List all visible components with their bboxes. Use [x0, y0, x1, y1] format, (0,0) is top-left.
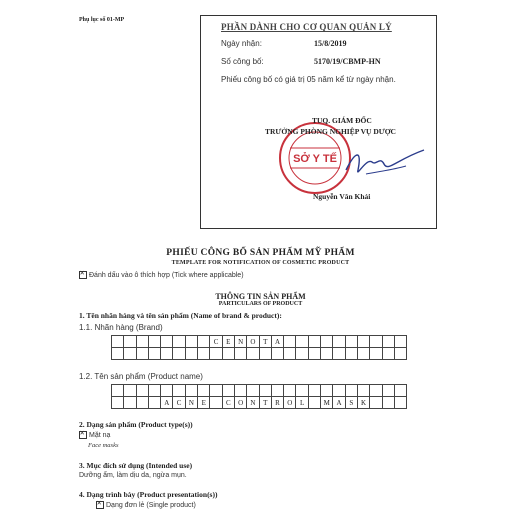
- question-3: 3. Mục đích sử dụng (Intended use): [79, 461, 193, 470]
- grid-cell: A: [161, 397, 173, 409]
- grid-cell: [345, 336, 357, 348]
- grid-cell: [112, 336, 124, 348]
- grid-cell: [124, 348, 136, 360]
- grid-cell: [382, 336, 394, 348]
- grid-cell: [136, 397, 148, 409]
- grid-cell: [210, 348, 222, 360]
- received-date-label: Ngày nhận:: [221, 39, 262, 48]
- received-date-value: 15/8/2019: [314, 39, 347, 48]
- grid-cell: [370, 397, 382, 409]
- product-grid: [111, 384, 407, 409]
- grid-cell: [321, 336, 333, 348]
- grid-cell: [185, 385, 197, 397]
- grid-cell: [198, 385, 210, 397]
- grid-cell: [370, 348, 382, 360]
- grid-cell: [370, 385, 382, 397]
- grid-cell: [284, 348, 296, 360]
- grid-cell: [296, 348, 308, 360]
- grid-cell: [234, 348, 246, 360]
- grid-cell: N: [247, 397, 259, 409]
- appendix-label: Phụ lục số 01-MP: [79, 17, 125, 23]
- grid-cell: [148, 336, 160, 348]
- grid-cell: [333, 348, 345, 360]
- grid-cell: [357, 336, 369, 348]
- grid-cell: [333, 385, 345, 397]
- grid-cell: [284, 385, 296, 397]
- grid-cell: [247, 385, 259, 397]
- question-4-option: [96, 501, 196, 509]
- question-2-option: [79, 431, 110, 439]
- section-title: THÔNG TIN SẢN PHẨM: [215, 292, 306, 301]
- grid-cell: A: [271, 336, 283, 348]
- grid-cell: L: [296, 397, 308, 409]
- grid-cell: [394, 385, 406, 397]
- brand-grid-row: [112, 336, 407, 348]
- grid-cell: [394, 336, 406, 348]
- grid-cell: [124, 385, 136, 397]
- stamp-text: SỞ Y TẾ: [293, 153, 337, 165]
- grid-cell: [284, 336, 296, 348]
- grid-cell: O: [247, 336, 259, 348]
- grid-cell: [124, 397, 136, 409]
- grid-cell: [321, 385, 333, 397]
- grid-cell: [185, 348, 197, 360]
- question-2: 2. Dạng sản phẩm (Product type(s)): [79, 420, 193, 429]
- grid-cell: [271, 385, 283, 397]
- grid-cell: [345, 385, 357, 397]
- product-grid-row: [112, 385, 407, 397]
- signer-name: Nguyễn Văn Khải: [313, 192, 371, 201]
- grid-cell: [345, 348, 357, 360]
- section-subtitle: PARTICULARS OF PRODUCT: [218, 301, 303, 307]
- question-2-option-text: Mặt nạ: [89, 431, 111, 439]
- brand-grid: [111, 335, 407, 360]
- question-3-value: Dưỡng ẩm, làm dịu da, ngừa mụn.: [79, 472, 187, 479]
- grid-cell: [148, 385, 160, 397]
- grid-cell: [112, 397, 124, 409]
- notification-number-value: 5170/19/CBMP-HN: [314, 57, 381, 66]
- grid-cell: [136, 348, 148, 360]
- grid-cell: K: [357, 397, 369, 409]
- tick-note-text: Đánh dấu vào ô thích hợp (Tick where applicable): [89, 271, 244, 279]
- grid-cell: [161, 385, 173, 397]
- grid-cell: [234, 385, 246, 397]
- grid-cell: [173, 336, 185, 348]
- grid-cell: O: [284, 397, 296, 409]
- tick-note: [79, 271, 244, 279]
- grid-cell: [247, 348, 259, 360]
- checked-box-icon: [96, 501, 104, 509]
- grid-cell: [198, 348, 210, 360]
- grid-cell: C: [173, 397, 185, 409]
- grid-cell: [308, 385, 320, 397]
- grid-cell: [382, 385, 394, 397]
- validity-note: Phiếu công bố có giá trị 05 năm kể từ ngày nhận.: [221, 75, 396, 84]
- question-4-option-text: Dạng đơn lẻ (Single product): [106, 501, 196, 509]
- admin-section-title: PHẦN DÀNH CHO CƠ QUAN QUẢN LÝ: [221, 22, 392, 32]
- grid-cell: [308, 336, 320, 348]
- grid-cell: [394, 397, 406, 409]
- grid-cell: [161, 336, 173, 348]
- grid-cell: [357, 385, 369, 397]
- grid-cell: [136, 336, 148, 348]
- grid-cell: [394, 348, 406, 360]
- grid-cell: [321, 348, 333, 360]
- grid-cell: [357, 348, 369, 360]
- grid-cell: [112, 348, 124, 360]
- grid-cell: C: [222, 397, 234, 409]
- grid-cell: [222, 385, 234, 397]
- grid-cell: [382, 397, 394, 409]
- grid-cell: [296, 385, 308, 397]
- brand-grid-row: [112, 348, 407, 360]
- grid-cell: [124, 336, 136, 348]
- grid-cell: [259, 348, 271, 360]
- grid-cell: [198, 336, 210, 348]
- product-grid-row: [112, 397, 407, 409]
- grid-cell: [370, 336, 382, 348]
- grid-cell: [210, 397, 222, 409]
- grid-cell: [173, 385, 185, 397]
- grid-cell: T: [259, 397, 271, 409]
- grid-cell: [222, 348, 234, 360]
- grid-cell: [271, 348, 283, 360]
- signature-icon: [336, 144, 426, 184]
- question-1: 1. Tên nhãn hàng và tên sản phẩm (Name of brand & product):: [79, 311, 282, 320]
- form-title: PHIẾU CÔNG BỐ SẢN PHẨM MỸ PHẨM: [166, 248, 355, 258]
- question-1-2: 1.2. Tên sản phẩm (Product name): [79, 372, 203, 381]
- grid-cell: [148, 348, 160, 360]
- grid-cell: [333, 336, 345, 348]
- grid-cell: [173, 348, 185, 360]
- signer-title-1: TUQ. GIÁM ĐỐC: [312, 116, 372, 125]
- grid-cell: [161, 348, 173, 360]
- grid-cell: [112, 385, 124, 397]
- notification-number-label: Số công bố:: [221, 57, 264, 66]
- grid-cell: R: [271, 397, 283, 409]
- grid-cell: [382, 348, 394, 360]
- signer-title-2: TRƯỞNG PHÒNG NGHIỆP VỤ DƯỢC: [265, 127, 396, 136]
- grid-cell: T: [259, 336, 271, 348]
- question-2-option-en: Face masks: [88, 442, 119, 449]
- grid-cell: E: [198, 397, 210, 409]
- grid-cell: E: [222, 336, 234, 348]
- grid-cell: N: [185, 397, 197, 409]
- grid-cell: [185, 336, 197, 348]
- grid-cell: N: [234, 336, 246, 348]
- question-4: 4. Dạng trình bày (Product presentation(s)): [79, 490, 218, 499]
- grid-cell: [296, 336, 308, 348]
- question-1-1: 1.1. Nhãn hàng (Brand): [79, 323, 163, 332]
- checked-box-icon: [79, 271, 87, 279]
- grid-cell: O: [234, 397, 246, 409]
- form-subtitle: TEMPLATE FOR NOTIFICATION OF COSMETIC PRODUCT: [171, 260, 350, 266]
- grid-cell: [136, 385, 148, 397]
- grid-cell: [210, 385, 222, 397]
- grid-cell: S: [345, 397, 357, 409]
- grid-cell: A: [333, 397, 345, 409]
- admin-section-box: [200, 15, 437, 229]
- grid-cell: [308, 348, 320, 360]
- grid-cell: M: [321, 397, 333, 409]
- grid-cell: C: [210, 336, 222, 348]
- grid-cell: [148, 397, 160, 409]
- checked-box-icon: [79, 431, 87, 439]
- grid-cell: [308, 397, 320, 409]
- grid-cell: [259, 385, 271, 397]
